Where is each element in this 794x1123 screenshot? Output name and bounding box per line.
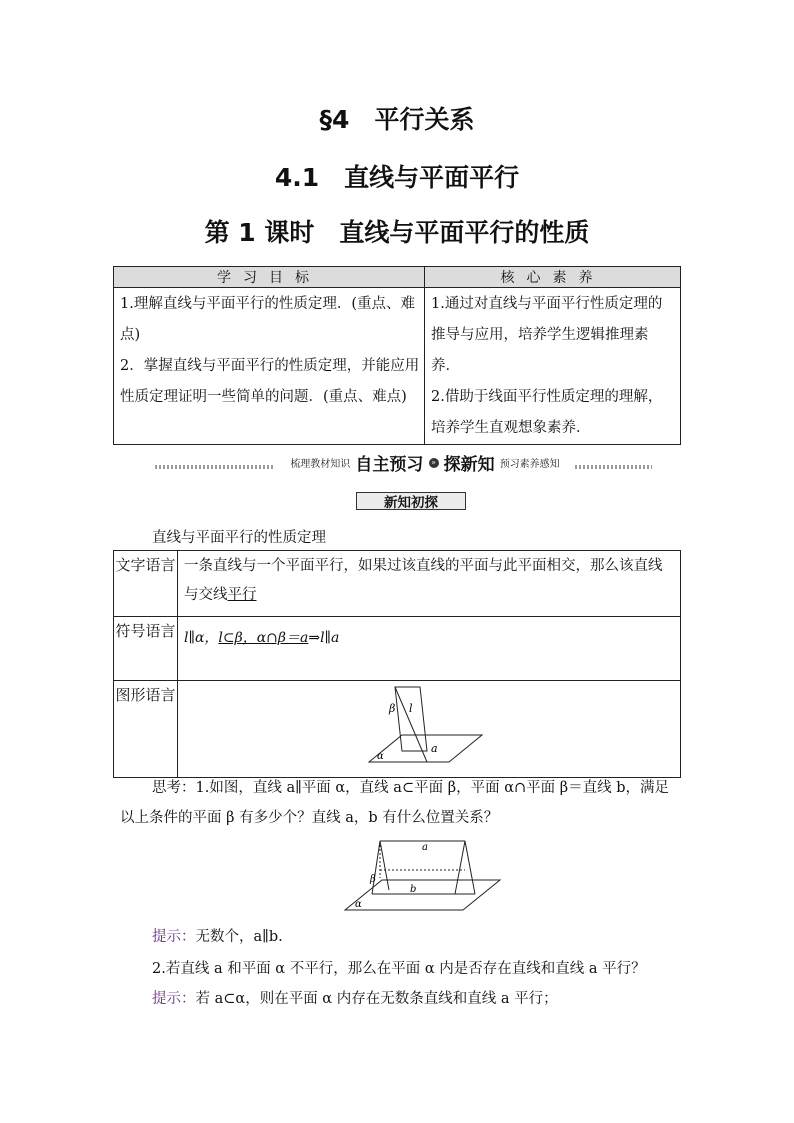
new-knowledge-badge [356, 490, 466, 512]
label-alpha: α [377, 751, 384, 762]
goals-header: 学习目标 [114, 267, 425, 288]
banner-main-right: 探新知 [443, 455, 495, 475]
think-figure [340, 838, 520, 916]
think-question-2: 2.若直线 a 和平面 α 不平行，那么在平面 α 内是否存在直线和直线 a 平行？ [152, 961, 646, 977]
theorem-blank: 平行 [227, 587, 257, 603]
plane-beta [395, 687, 427, 751]
badge-label: 新知初探 [384, 495, 438, 511]
symbol-language-label: 符号语言 [114, 617, 178, 681]
symbol-language-content [178, 617, 681, 681]
hint-2-label: 提示： [152, 991, 196, 1007]
fig2-label-alpha: α [355, 899, 362, 910]
fig2-label-beta: β [370, 874, 376, 885]
symbol-part-1: l∥α， [184, 630, 219, 646]
banner-right-caption: 预习素养感知 [499, 459, 560, 470]
figure-beta-right [455, 841, 475, 894]
text-language-content [178, 551, 681, 617]
hint-1-text: 无数个，a∥b. [195, 929, 283, 945]
arrow-icon: » [429, 458, 439, 468]
banner-left-caption: 梳理教材知识 [290, 459, 351, 470]
hint-2-text: 若 a⊂α，则在平面 α 内存在无数条直线和直线 a 平行； [195, 991, 558, 1007]
goals-cell: 1.理解直线与平面平行的性质定理．(重点、难点) 2．掌握直线与平面平行的性质定理，并能应用性质定理证明一些简单的问题．(重点、难点) [114, 288, 425, 445]
goals-table [113, 266, 681, 445]
literacy-header: 核心素养 [425, 267, 681, 288]
banner-main-left: 自主预习 [355, 455, 424, 475]
text-language-label: 文字语言 [114, 551, 178, 617]
section-title: §4 平行关系 [319, 105, 475, 134]
figure-language-label: 图形语言 [114, 681, 178, 778]
section-heading: 直线与平面平行的性质定理 [152, 530, 326, 546]
symbol-part-2: l⊂β，α∩β＝a [218, 630, 309, 646]
label-l: l [409, 702, 413, 715]
theorem-table [113, 550, 681, 778]
theorem-text: 一条直线与一个平面平行，如果过该直线的平面与此平面相交，那么该直线与交线 [184, 558, 663, 603]
theorem-figure [179, 682, 679, 772]
lesson-title: 第 1 课时 直线与平面平行的性质 [204, 218, 590, 247]
figure-plane-alpha [345, 880, 500, 910]
section-banner [155, 450, 652, 475]
banner-inner [275, 450, 575, 475]
hint-2 [152, 987, 558, 1008]
figure-language-content [178, 681, 681, 778]
label-a: a [431, 742, 438, 755]
symbol-part-3: ⇒l∥a [308, 630, 340, 646]
subsection-title: 4.1 直线与平面平行 [274, 163, 520, 192]
hint-1-label: 提示： [152, 929, 196, 945]
literacy-cell: 1.通过对直线与平面平行性质定理的推导与应用，培养学生逻辑推理素养． 2.借助于线面平行性质定理的理解，培养学生直观想象素养． [425, 288, 681, 445]
label-beta: β [389, 702, 396, 715]
think-question-1: 思考：1.如图，直线 a∥平面 α，直线 a⊂平面 β，平面 α∩平面 β＝直线 b，满足以上条件的平面 β 有多少个？直线 a，b 有什么位置关系？ [120, 780, 670, 826]
hint-1 [152, 925, 283, 946]
fig2-label-b: b [410, 884, 417, 895]
fig2-label-a: a [422, 842, 428, 853]
